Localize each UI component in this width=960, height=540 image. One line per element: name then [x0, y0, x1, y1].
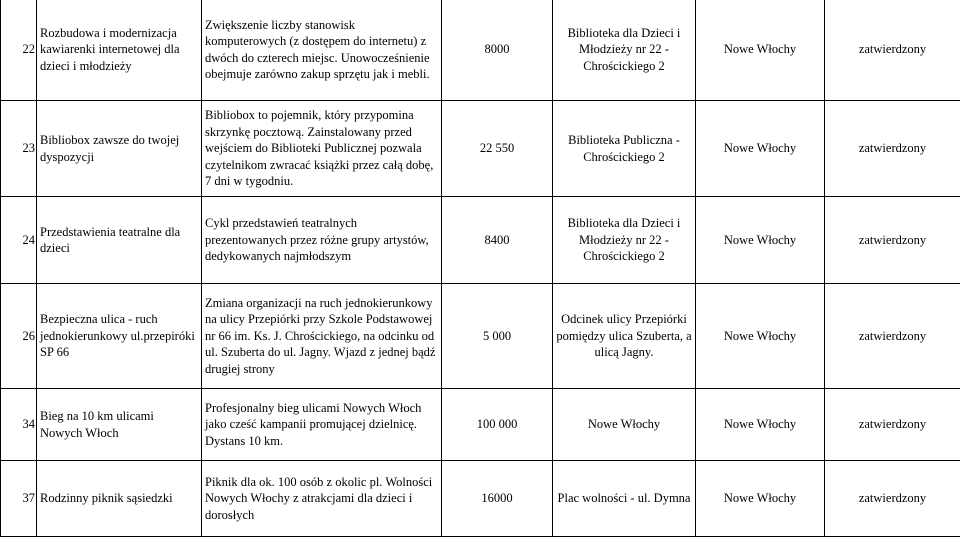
project-district: Nowe Włochy	[696, 389, 825, 461]
project-status: zatwierdzony	[825, 284, 960, 389]
project-status: zatwierdzony	[825, 389, 960, 461]
project-description: Zmiana organizacji na ruch jednokierunkowy na ulicy Przepiórki przy Szkole Podstawowej nr 66 im. Ks. J. Chrościckiego, na odcinku od ul. Szuberta do ul. Jagny. Wjazd z jednej bądź drugiej strony	[202, 284, 442, 389]
project-location: Nowe Włochy	[553, 389, 696, 461]
project-location: Odcinek ulicy Przepiórki pomiędzy ulica Szuberta, a ulicą Jagny.	[553, 284, 696, 389]
project-description: Cykl przedstawień teatralnych prezentowanych przez różne grupy artystów, dedykowanych najmłodszym	[202, 197, 442, 284]
project-district: Nowe Włochy	[696, 284, 825, 389]
project-description: Piknik dla ok. 100 osób z okolic pl. Wolności Nowych Włochy z atrakcjami dla dzieci i dorosłych	[202, 461, 442, 537]
project-cost: 8400	[442, 197, 553, 284]
project-district: Nowe Włochy	[696, 101, 825, 197]
project-cost: 5 000	[442, 284, 553, 389]
table-row	[1, 461, 960, 537]
row-number: 26	[1, 284, 37, 389]
project-name: Bieg na 10 km ulicami Nowych Włoch	[37, 389, 202, 461]
project-name: Przedstawienia teatralne dla dzieci	[37, 197, 202, 284]
project-status: zatwierdzony	[825, 0, 960, 101]
project-location: Biblioteka dla Dzieci i Młodzieży nr 22 - Chrościckiego 2	[553, 0, 696, 101]
project-name: Rodzinny piknik sąsiedzki	[37, 461, 202, 537]
project-description: Profesjonalny bieg ulicami Nowych Włoch jako cześć kampanii promującej dzielnicę. Dystans 10 km.	[202, 389, 442, 461]
row-number: 24	[1, 197, 37, 284]
table-row	[1, 197, 960, 284]
project-status: zatwierdzony	[825, 197, 960, 284]
project-location: Biblioteka dla Dzieci i Młodzieży nr 22 - Chrościckiego 2	[553, 197, 696, 284]
project-description: Bibliobox to pojemnik, który przypomina skrzynkę pocztową. Zainstalowany przed wejściem do Biblioteki Publicznej pozwala czytelnikom zwracać książki przez całą dobę, 7 dni w tygodniu.	[202, 101, 442, 197]
project-location: Plac wolności - ul. Dymna	[553, 461, 696, 537]
project-cost: 8000	[442, 0, 553, 101]
project-status: zatwierdzony	[825, 101, 960, 197]
project-district: Nowe Włochy	[696, 197, 825, 284]
table-row	[1, 389, 960, 461]
project-name: Bibliobox zawsze do twojej dyspozycji	[37, 101, 202, 197]
row-number: 37	[1, 461, 37, 537]
project-cost: 22 550	[442, 101, 553, 197]
table-row	[1, 284, 960, 389]
table-row	[1, 101, 960, 197]
project-cost: 100 000	[442, 389, 553, 461]
project-status: zatwierdzony	[825, 461, 960, 537]
project-cost: 16000	[442, 461, 553, 537]
project-location: Biblioteka Publiczna - Chrościckiego 2	[553, 101, 696, 197]
project-description: Zwiększenie liczby stanowisk komputerowych (z dostępem do internetu) z dwóch do czterech miejsc. Unowocześnienie obejmuje zarówno zakup sprzętu jak i mebli.	[202, 0, 442, 101]
row-number: 34	[1, 389, 37, 461]
project-name: Rozbudowa i modernizacja kawiarenki internetowej dla dzieci i młodzieży	[37, 0, 202, 101]
project-district: Nowe Włochy	[696, 461, 825, 537]
row-number: 23	[1, 101, 37, 197]
project-name: Bezpieczna ulica - ruch jednokierunkowy ul.przepiróki SP 66	[37, 284, 202, 389]
project-district: Nowe Włochy	[696, 0, 825, 101]
table-row	[1, 0, 960, 101]
row-number: 22	[1, 0, 37, 101]
